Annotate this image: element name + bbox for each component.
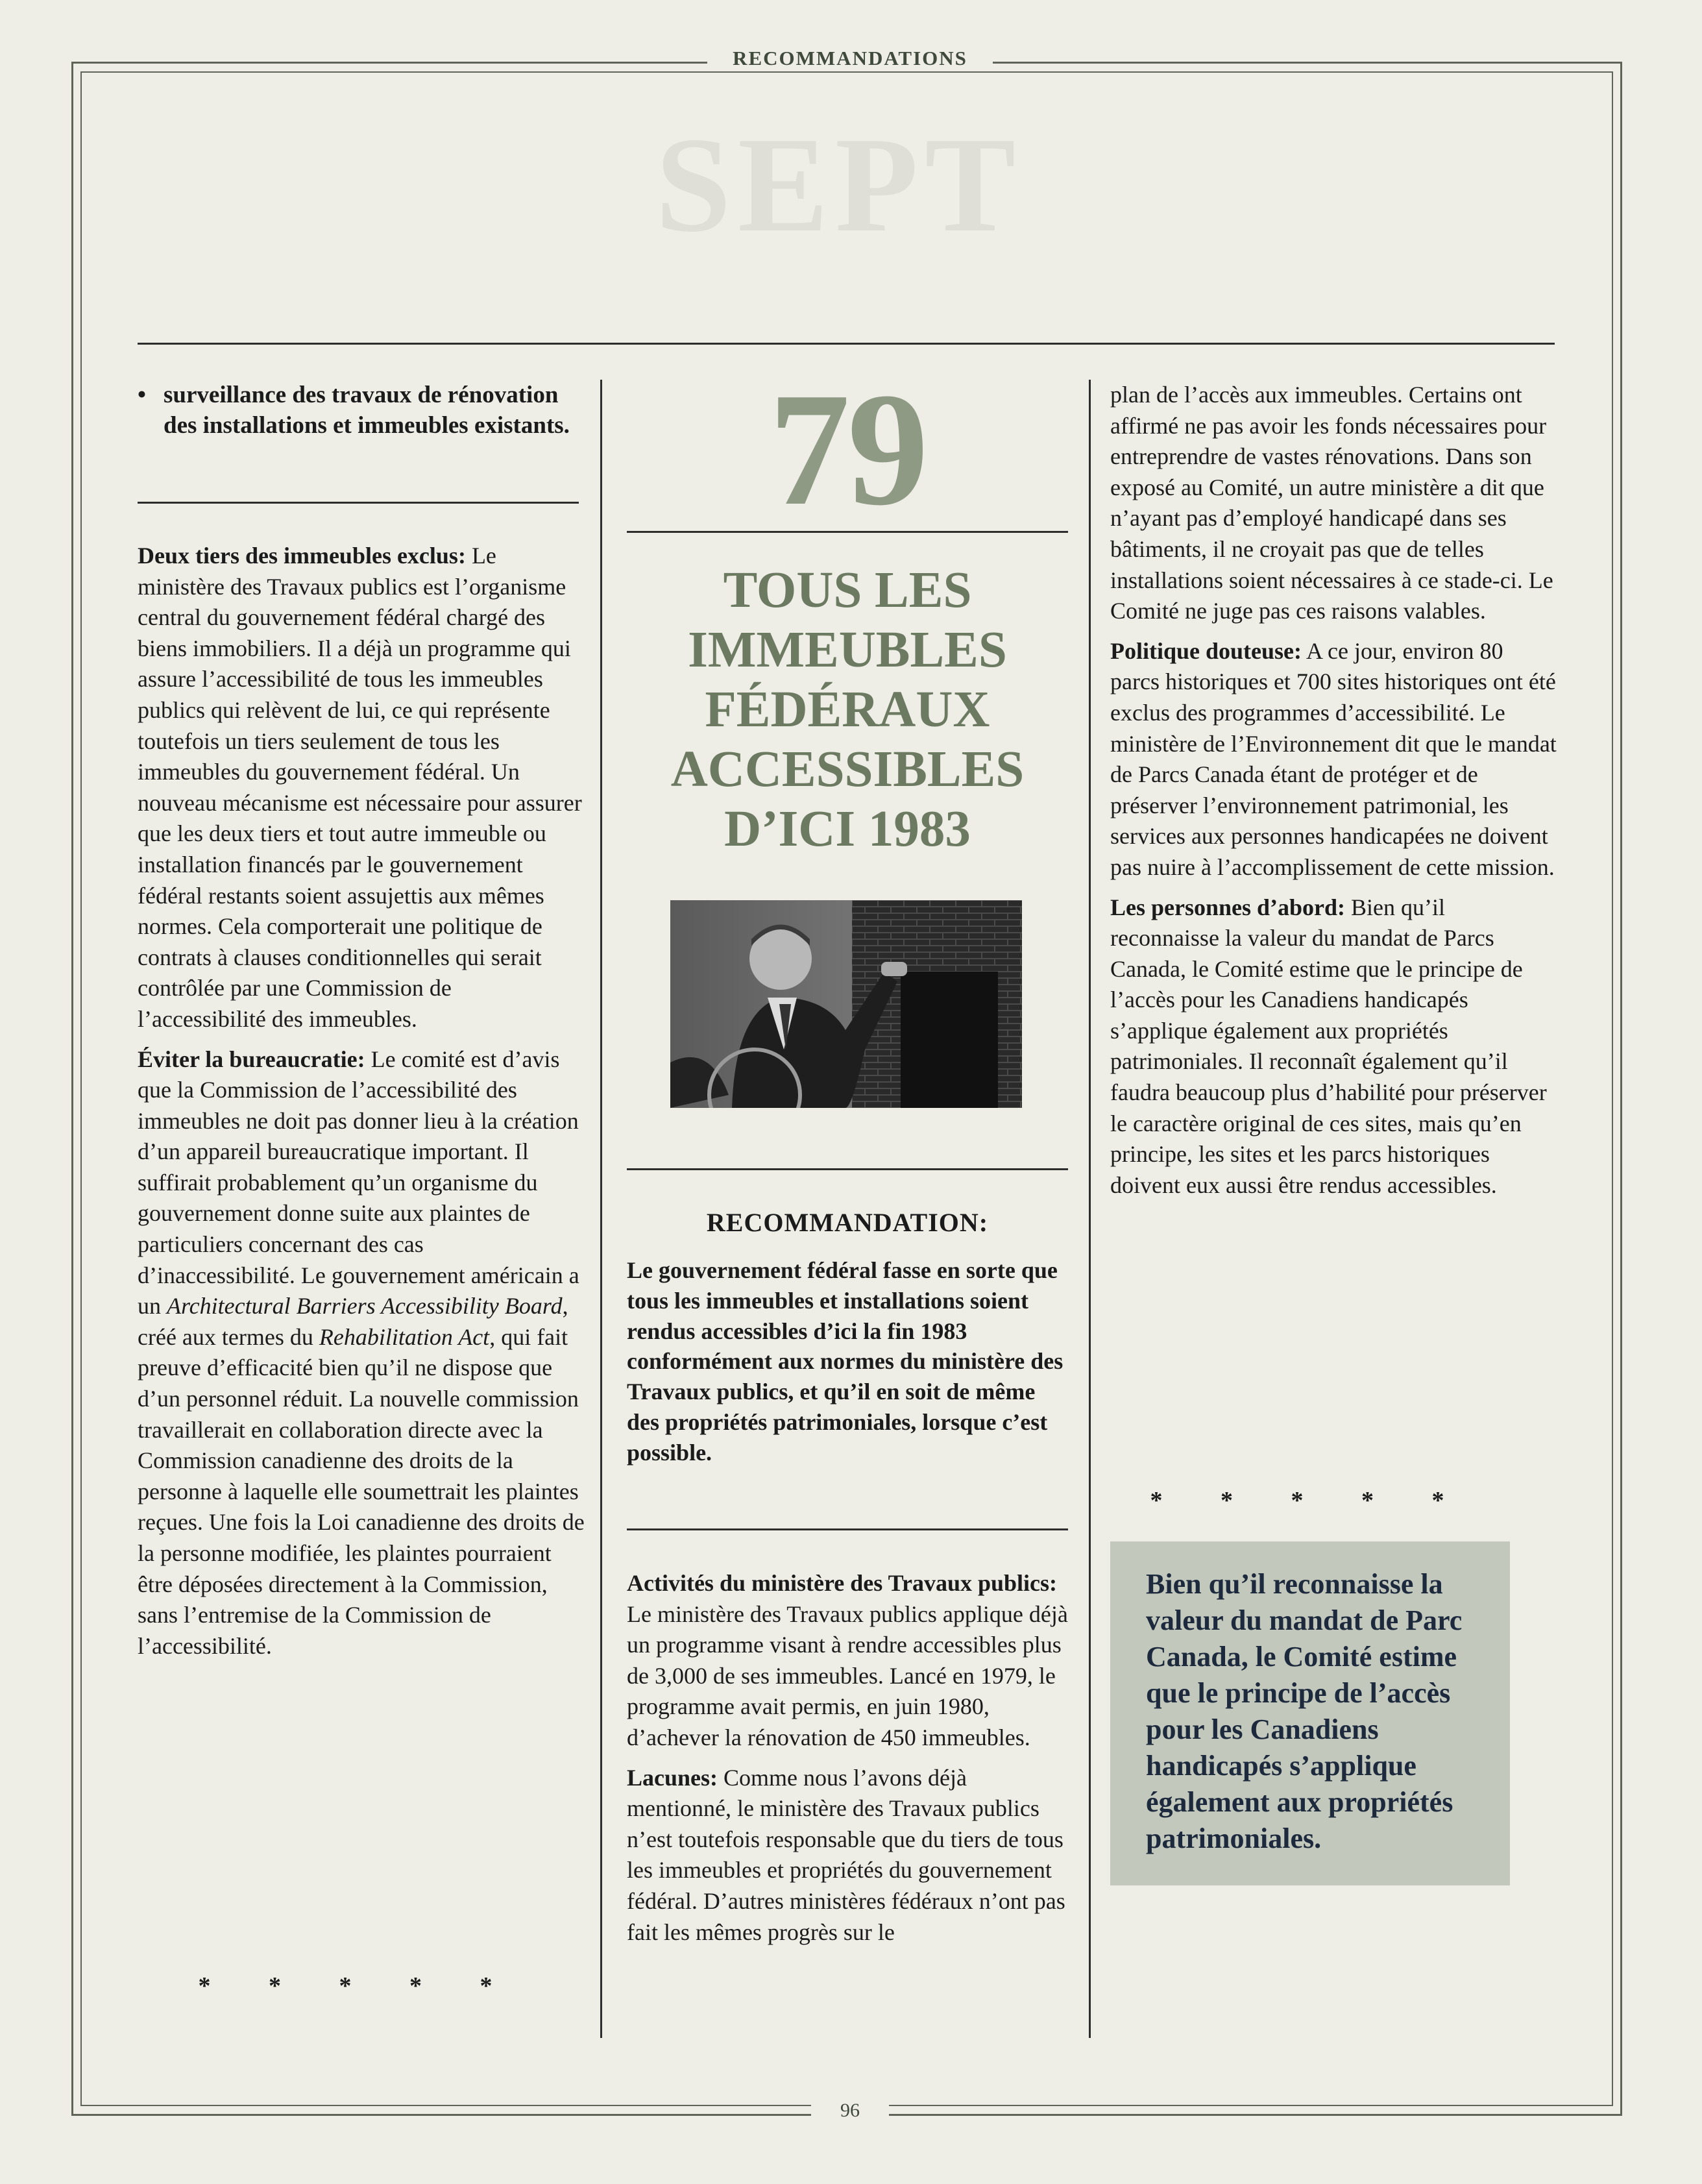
text-activites: Le ministère des Travaux publics applique déjà un programme visant à rendre accessibles plus de 3,000 de ses immeubles. Lancé en 1979, le programme avait permis, en juin 1980, d’achever la rénovation de 450 immeubles. (627, 1601, 1068, 1750)
text-politique: A ce jour, environ 80 parcs historiques et 700 sites historiques ont été exclus des programmes d’accessibilité. Le ministère de l’Environnement dit que le mandat de Parcs Canada étant de protéger et de préserver l’environnement patrimonial, les services aux personnes handicapées ne doivent pas nuire à l’accomplissement de cette mission. (1110, 637, 1557, 880)
column-divider-right (1089, 380, 1091, 2038)
photo-illustration (670, 900, 1022, 1108)
paragraph-lacunes (627, 1763, 1075, 1948)
title-line: IMMEUBLES (688, 622, 1007, 678)
column-divider-left (600, 380, 602, 2038)
recommendation-title (627, 561, 1068, 859)
left-column (138, 380, 579, 441)
running-header: RECOMMANDATIONS (707, 47, 993, 70)
lead-bureaucratie: Éviter la bureaucratie: (138, 1046, 365, 1072)
paragraph-bureaucratie (138, 1044, 585, 1662)
bullet-item (138, 380, 579, 441)
bleed-through-decoration: SEPT (655, 110, 1023, 260)
center-column-body (627, 1568, 1075, 1957)
title-line: D’ICI 1983 (724, 801, 971, 857)
paragraph-politique (1110, 636, 1558, 883)
title-line: TOUS LES (723, 562, 972, 619)
title-line: FÉDÉRAUX (705, 681, 990, 738)
lead-politique: Politique douteuse: (1110, 637, 1302, 664)
photo-man-in-wheelchair (670, 900, 1022, 1108)
page-number: 96 (811, 2100, 889, 2122)
section-stars-right: * * * * * (1150, 1487, 1470, 1514)
center-rule-2 (627, 1168, 1068, 1170)
recommendation-heading: RECOMMANDATION: (706, 1208, 989, 1237)
top-rule (138, 343, 1555, 345)
text-personnes: Bien qu’il reconnaisse la valeur du mandat de Parcs Canada, le Comité estime que le principe de l’accès pour les Canadiens handicapés s’applique également aux propriétés patrimoniales. Il reconnaît également qu’il faudra beaucoup plus d’habilité pour préserver le caractère original de ces sites, mais qu’en principe, les sites et les parcs historiques doivent eux aussi être rendus accessibles. (1110, 894, 1547, 1198)
recommendation-text: Le gouvernement fédéral fasse en sorte que tous les immeubles et installations soient rendus accessibles d’ici la fin 1983 conformément aux normes du ministère des Travaux publics, et qu’il en soit de même des propriétés patrimoniales, lorsque c’est possible. (627, 1257, 1064, 1466)
paragraph-deux-tiers (138, 541, 585, 1035)
text-bureaucratie-b: , créé aux termes du (138, 1293, 568, 1350)
paragraph-personnes (1110, 892, 1558, 1201)
left-column-body (138, 541, 585, 1671)
recommendation-number: 79 (769, 360, 926, 539)
center-rule-1 (627, 531, 1068, 533)
left-rule (138, 502, 579, 504)
section-stars-left: * * * * * (198, 1972, 518, 2000)
pull-quote: Bien qu’il reconnaisse la valeur du mandat de Parc Canada, le Comité estime que le principe de l’accès pour les Canadiens handicapés s’applique également aux propriétés patrimoniales. (1110, 1541, 1510, 1885)
text-bureaucratie-a: Le comité est d’avis que la Commission de l’accessibilité des immeubles ne doit pas donner lieu à la création d’un appareil bureaucratique important. Il suffirait probablement qu’un organisme du gouvernement donne suite aux plaintes de particuliers concernant des cas d’inaccessibilité. Le gouvernement américain a un (138, 1046, 579, 1319)
bullet-dot: • (138, 382, 146, 408)
bullet-text: surveillance des travaux de rénovation des installations et immeubles existants. (164, 382, 570, 439)
paragraph-continuation: plan de l’accès aux immeubles. Certains ont affirmé ne pas avoir les fonds nécessaires pour entreprendre de vastes rénovations. Dans son exposé au Comité, un autre ministère a dit que n’ayant pas d’employé handicapé dans ses bâtiments, il ne croyait pas que de telles installations soient nécessaires à ce stade-ci. Le Comité ne juge pas ces raisons valables. (1110, 382, 1553, 624)
lead-activites: Activités du ministère des Travaux publics: (627, 1570, 1058, 1596)
italic-act-name: Rehabilitation Act (319, 1323, 490, 1350)
lead-lacunes: Lacunes: (627, 1764, 718, 1791)
lead-personnes: Les personnes d’abord: (1110, 894, 1346, 920)
text-lacunes: Comme nous l’avons déjà mentionné, le ministère des Travaux publics n’est toutefois responsable que du tiers de tous les immeubles et propriétés du gouvernement fédéral. D’autres ministères fédéraux n’ont pas fait les mêmes progrès sur le (627, 1764, 1065, 1945)
paragraph-activites (627, 1568, 1075, 1754)
title-line: ACCESSIBLES (670, 741, 1025, 798)
center-rule-3 (627, 1528, 1068, 1530)
italic-board-name: Architectural Barriers Accessibility Board (167, 1293, 563, 1319)
text-bureaucratie-c: , qui fait preuve d’efficacité bien qu’il ne dispose que d’un personnel réduit. La nouvelle commission travaillerait en collaboration directe avec la Commission canadienne des droits de la personne à laquelle elle soumettrait les plaintes reçues. Une fois la Loi canadienne des droits de la personne modifiée, les plaintes pourraient être déposées directement à la Commission, sans l’entremise de la Commission de l’accessibilité. (138, 1323, 585, 1659)
lead-deux-tiers: Deux tiers des immeubles exclus: (138, 543, 466, 569)
text-deux-tiers: Le ministère des Travaux publics est l’organisme central du gouvernement fédéral chargé des biens immobiliers. Il a déjà un programme qui assure l’accessibilité de tous les immeubles publics qui relèvent de lui, ce qui représente toutefois un tiers seulement de tous les immeubles du gouvernement fédéral. Un nouveau mécanisme est nécessaire pour assurer que les deux tiers et tout autre immeuble ou installation financés par le gouvernement fédéral restants soient assujettis aux mêmes normes. Cela comporterait une politique de contrats à clauses conditionnelles qui serait contrôlée par une Commission de l’accessibilité des immeubles. (138, 543, 582, 1032)
right-column-body (1110, 380, 1558, 1210)
